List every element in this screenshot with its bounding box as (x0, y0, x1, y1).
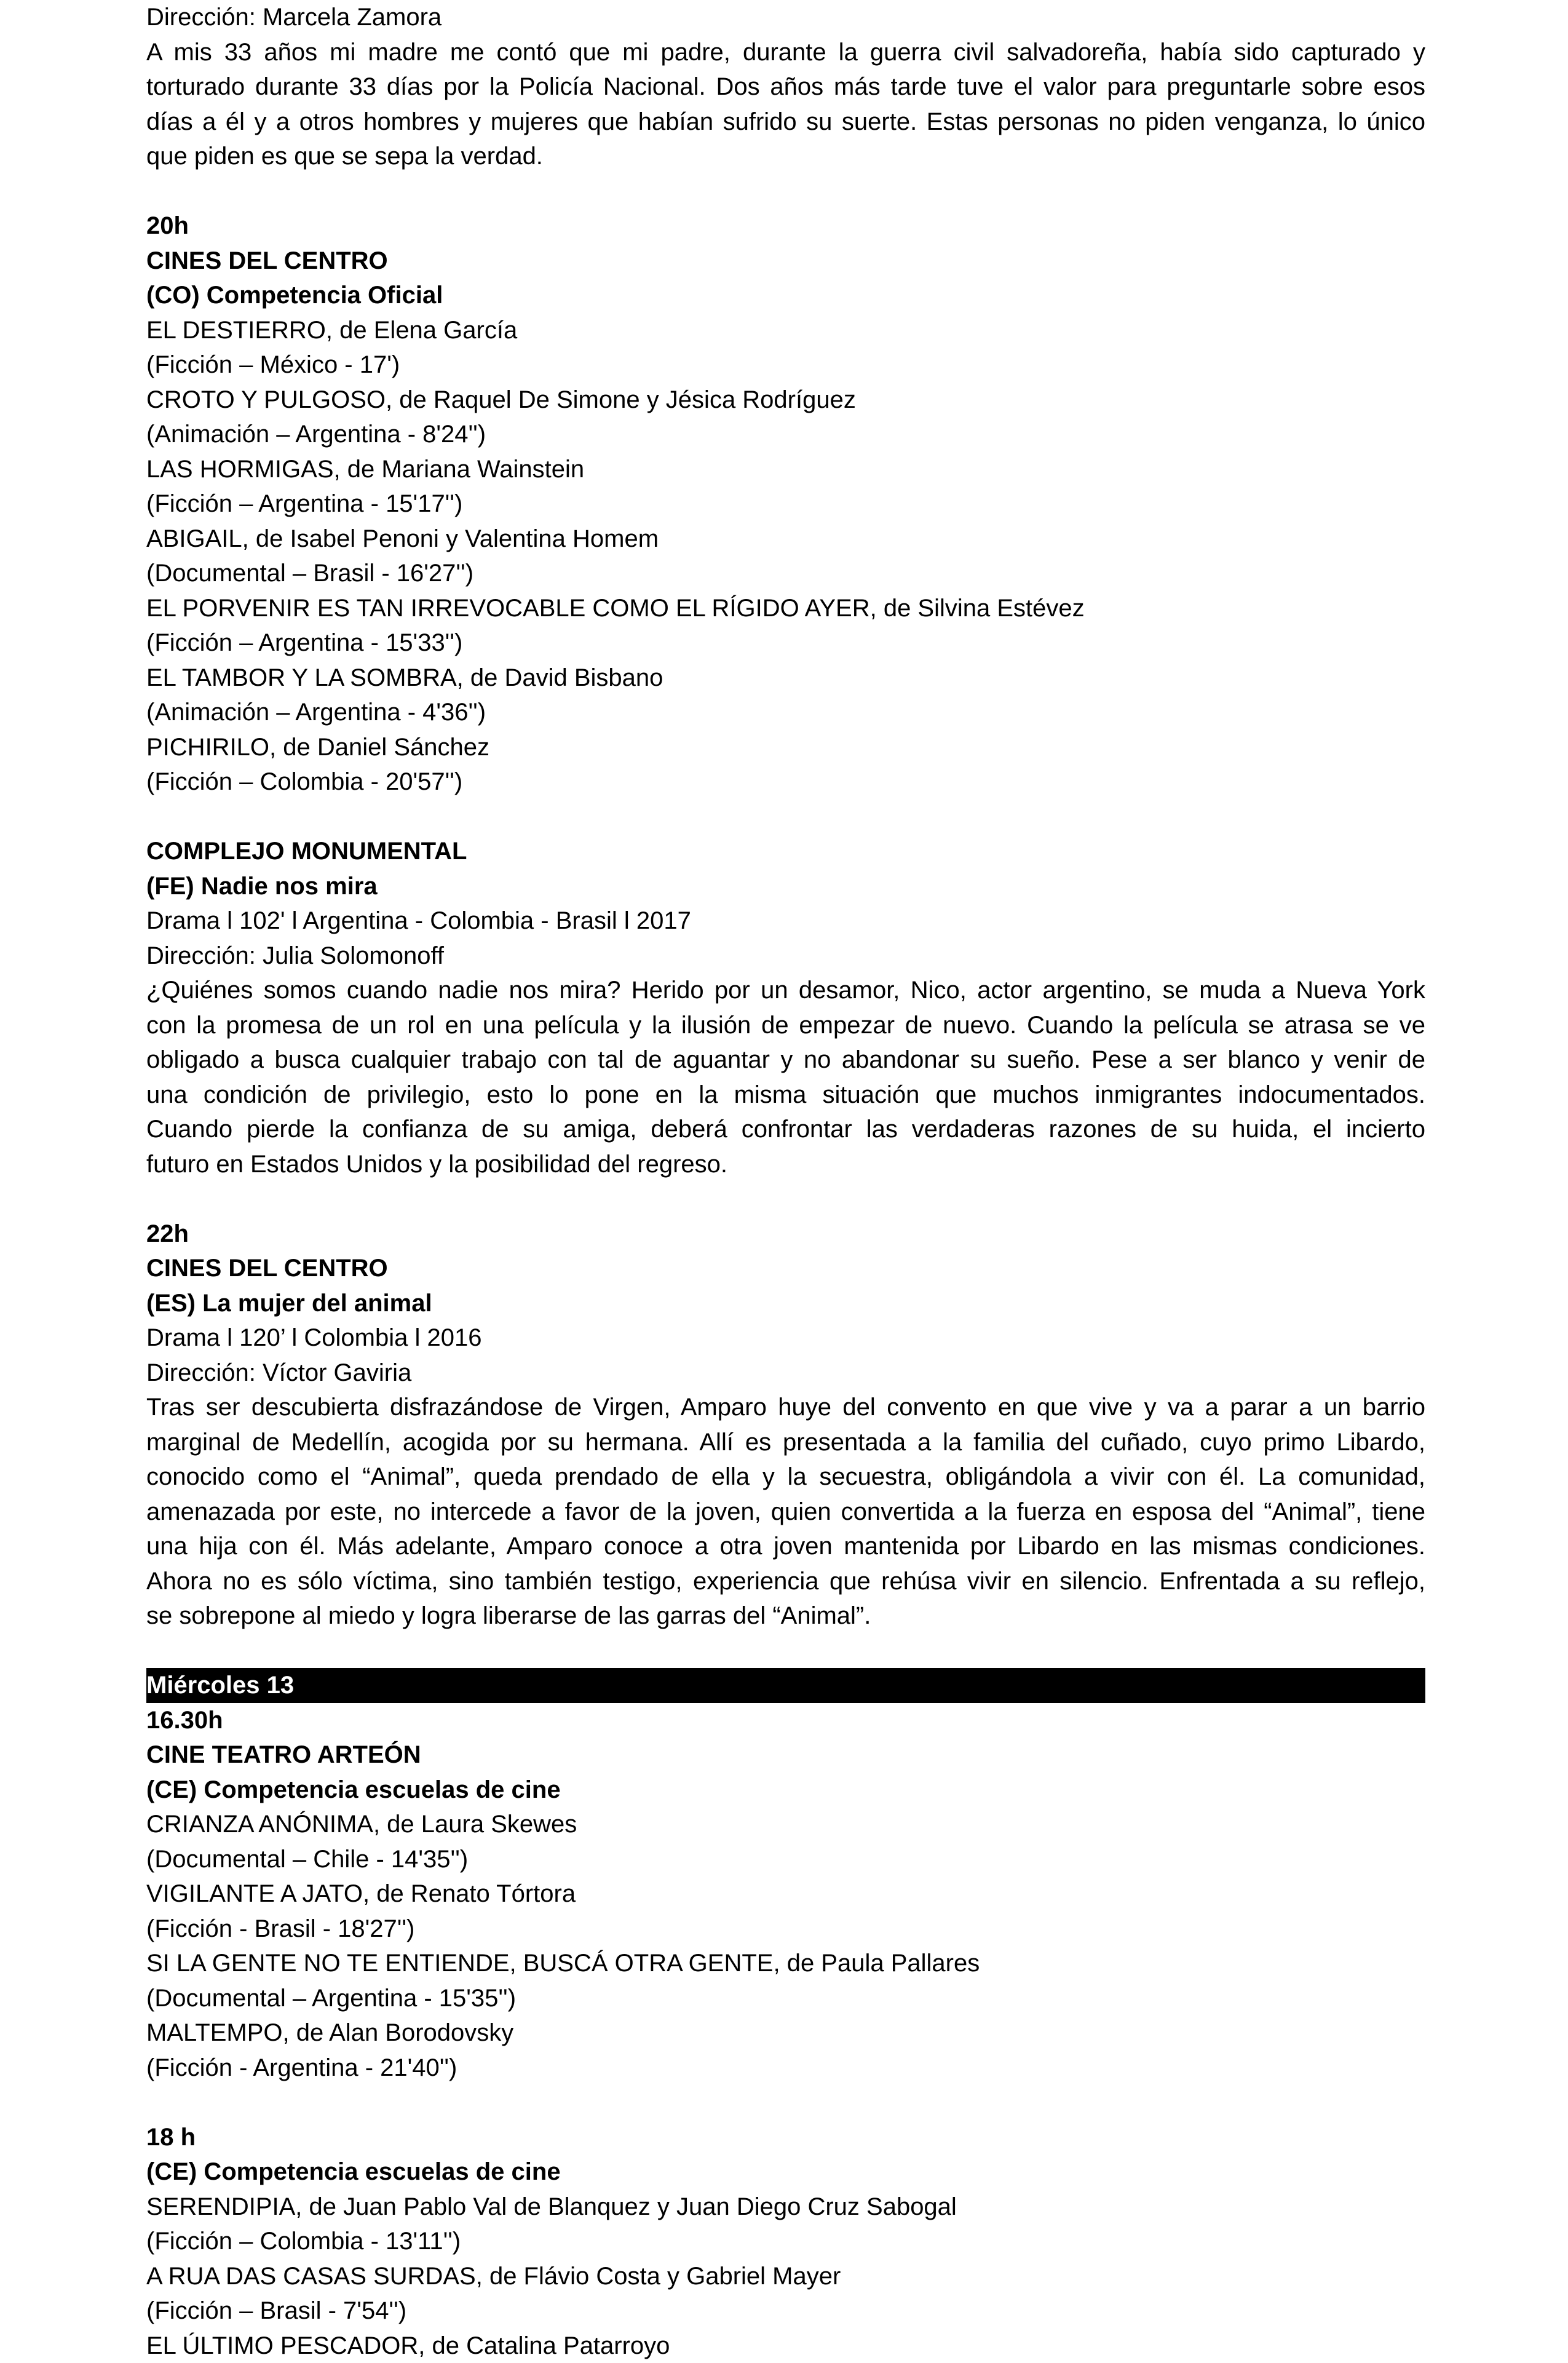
film-details: (Animación – Argentina - 8'24'') (146, 417, 1425, 452)
film-info: Drama l 120’ l Colombia l 2016 (146, 1320, 1425, 1356)
film-details: (Ficción – Colombia - 13'11'') (146, 2224, 1425, 2259)
intro-synopsis (146, 35, 1425, 174)
film-details: (Ficción – Brasil - 7'54'') (146, 2294, 1425, 2329)
film-title: CRIANZA ANÓNIMA, de Laura Skewes (146, 1807, 1425, 1842)
film-title: SERENDIPIA, de Juan Pablo Val de Blanquez y Juan Diego Cruz Sabogal (146, 2190, 1425, 2225)
synopsis-line: futuro en Estados Unidos y la posibilidad del regreso. (146, 1147, 1425, 1182)
venue-name: COMPLEJO MONUMENTAL (146, 834, 1425, 869)
film-title: EL ÚLTIMO PESCADOR, de Catalina Patarroyo (146, 2329, 1425, 2363)
synopsis-line: con la promesa de un rol en una película y la ilusión de empezar de nuevo. Cuando la película se atrasa se ve (146, 1008, 1425, 1043)
synopsis-line: conocido como el “Animal”, queda prendado de ella y la secuestra, obligándola a vivir con él. La comunidad, (146, 1460, 1425, 1495)
film-synopsis (146, 1390, 1425, 1634)
film-direction: Dirección: Julia Solomonoff (146, 939, 1425, 974)
session-time: 20h (146, 208, 1425, 244)
section-title: (ES) La mujer del animal (146, 1286, 1425, 1321)
film-details: (Documental – Chile - 14'35'') (146, 1842, 1425, 1877)
synopsis-line: marginal de Medellín, acogida por su hermana. Allí es presentada a la familia del cuñado, cuyo primo Libardo, (146, 1425, 1425, 1460)
film-details: (Ficción – Argentina - 15'33'') (146, 626, 1425, 661)
venue-name: CINES DEL CENTRO (146, 1251, 1425, 1286)
session-time: 18 h (146, 2120, 1425, 2155)
synopsis-line: una hija con él. Más adelante, Amparo conoce a otra joven mantenida por Libardo en las mismas condiciones. (146, 1529, 1425, 1564)
section-title: (CE) Competencia escuelas de cine (146, 2154, 1425, 2190)
synopsis-line: Tras ser descubierta disfrazándose de Virgen, Amparo huye del convento en que vive y va a parar a un barrio (146, 1390, 1425, 1425)
synopsis-line: torturado durante 33 días por la Policía Nacional. Dos años más tarde tuve el valor para preguntarle sobre esos (146, 70, 1425, 105)
film-synopsis (146, 973, 1425, 1182)
spacer (146, 800, 1425, 835)
film-title: EL TAMBOR Y LA SOMBRA, de David Bisbano (146, 661, 1425, 696)
session-time: 22h (146, 1217, 1425, 1252)
film-title: EL DESTIERRO, de Elena García (146, 313, 1425, 348)
session-time: 16.30h (146, 1703, 1425, 1738)
film-title: CROTO Y PULGOSO, de Raquel De Simone y Jésica Rodríguez (146, 383, 1425, 418)
film-details: (Ficción – México - 17') (146, 348, 1425, 383)
section-title: (FE) Nadie nos mira (146, 869, 1425, 904)
program-page (146, 0, 1425, 2363)
film-title: VIGILANTE A JATO, de Renato Tórtora (146, 1876, 1425, 1912)
film-details: (Ficción - Argentina - 21'40'') (146, 2051, 1425, 2086)
venue-name: CINES DEL CENTRO (146, 244, 1425, 279)
synopsis-line: Ahora no es sólo víctima, sino también testigo, experiencia que rehúsa vivir en silencio. Enfrentada a su reflejo, (146, 1564, 1425, 1599)
film-title: SI LA GENTE NO TE ENTIENDE, BUSCÁ OTRA GENTE, de Paula Pallares (146, 1946, 1425, 1981)
synopsis-line: se sobrepone al miedo y logra liberarse de las garras del “Animal”. (146, 1598, 1425, 1634)
synopsis-line: que piden es que se sepa la verdad. (146, 139, 1425, 174)
section-title: (CO) Competencia Oficial (146, 278, 1425, 313)
film-title: LAS HORMIGAS, de Mariana Wainstein (146, 452, 1425, 487)
spacer (146, 2085, 1425, 2120)
section-title: (CE) Competencia escuelas de cine (146, 1773, 1425, 1808)
spacer (146, 174, 1425, 209)
film-info: Drama l 102' l Argentina - Colombia - Brasil l 2017 (146, 903, 1425, 939)
film-title: MALTEMPO, de Alan Borodovsky (146, 2015, 1425, 2051)
synopsis-line: A mis 33 años mi madre me contó que mi padre, durante la guerra civil salvadoreña, había sido capturado y (146, 35, 1425, 70)
film-details: (Ficción – Argentina - 15'17'') (146, 486, 1425, 522)
film-details: (Ficción – Colombia - 20'57'') (146, 764, 1425, 800)
film-title: ABIGAIL, de Isabel Penoni y Valentina Homem (146, 522, 1425, 557)
film-direction: Dirección: Víctor Gaviria (146, 1356, 1425, 1391)
intro-direction: Dirección: Marcela Zamora (146, 0, 1425, 35)
day-heading: Miércoles 13 (146, 1668, 1425, 1703)
film-title: PICHIRILO, de Daniel Sánchez (146, 730, 1425, 765)
venue-name: CINE TEATRO ARTEÓN (146, 1737, 1425, 1773)
film-title: EL PORVENIR ES TAN IRREVOCABLE COMO EL RÍGIDO AYER, de Silvina Estévez (146, 591, 1425, 626)
synopsis-line: ¿Quiénes somos cuando nadie nos mira? Herido por un desamor, Nico, actor argentino, se muda a Nueva York (146, 973, 1425, 1008)
synopsis-line: obligado a busca cualquier trabajo con tal de aguantar y no abandonar su sueño. Pese a ser blanco y venir de (146, 1042, 1425, 1078)
synopsis-line: amenazada por este, no intercede a favor de la joven, quien convertida a la fuerza en esposa del “Animal”, tiene (146, 1495, 1425, 1530)
film-title: A RUA DAS CASAS SURDAS, de Flávio Costa y Gabriel Mayer (146, 2259, 1425, 2294)
film-details: (Animación – Argentina - 4'36'') (146, 695, 1425, 730)
spacer (146, 1634, 1425, 1669)
film-details: (Documental – Brasil - 16'27'') (146, 556, 1425, 591)
spacer (146, 1182, 1425, 1217)
synopsis-line: Cuando pierde la confianza de su amiga, deberá confrontar las verdaderas razones de su huida, el incierto (146, 1112, 1425, 1147)
synopsis-line: una condición de privilegio, esto lo pone en la misma situación que muchos inmigrantes indocumentados. (146, 1078, 1425, 1113)
film-details: (Documental – Argentina - 15'35'') (146, 1981, 1425, 2016)
synopsis-line: días a él y a otros hombres y mujeres que habían sufrido su suerte. Estas personas no piden venganza, lo único (146, 105, 1425, 140)
film-details: (Ficción - Brasil - 18'27'') (146, 1912, 1425, 1947)
